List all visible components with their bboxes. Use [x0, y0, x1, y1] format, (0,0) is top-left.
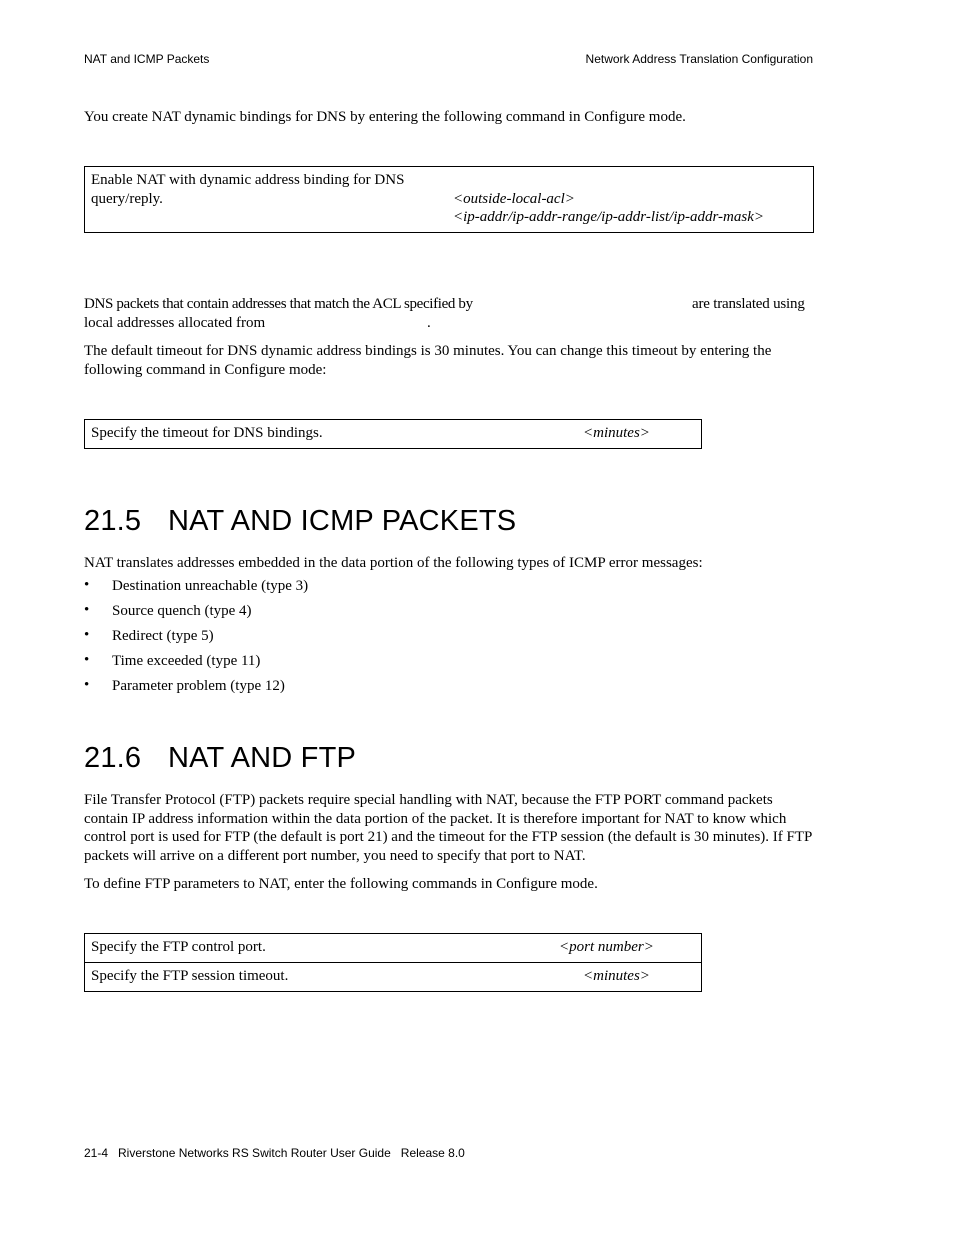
timeout-argument: <minutes>	[577, 420, 702, 449]
ftp-configure-paragraph: To define FTP parameters to NAT, enter the following commands in Configure mode.	[84, 876, 598, 892]
dns-paragraph-part2: are translated using	[692, 296, 805, 312]
ftp-timeout-argument: <minutes>	[553, 963, 702, 992]
dns-paragraph	[84, 295, 814, 332]
bullet-icon: •	[84, 602, 90, 618]
section-heading-icmp	[84, 505, 516, 538]
timeout-description: Specify the timeout for DNS bindings.	[85, 420, 578, 449]
bullet-icon: •	[84, 627, 90, 643]
dns-command-table	[84, 166, 814, 233]
ftp-paragraph: File Transfer Protocol (FTP) packets require special handling with NAT, because the FTP PORT command packets contain IP address information within the data portion of the packet. It is therefore important for NAT to know which control port is used for FTP (the default is port 21) and the timeout for the FTP session (the default is 30 minutes). If FTP packets will arrive on a different port number, you need to specify that port to NAT.	[84, 792, 812, 864]
dns-paragraph-part4: .	[427, 314, 431, 331]
section-title-icmp: NAT AND ICMP PACKETS	[168, 505, 517, 537]
timeout-paragraph: The default timeout for DNS dynamic address bindings is 30 minutes. You can change this timeout by entering the following command in Configure mode:	[84, 343, 772, 378]
intro-paragraph: You create NAT dynamic bindings for DNS by entering the following command in Configure mode.	[84, 109, 686, 125]
dns-command-description	[85, 167, 448, 233]
ftp-port-description: Specify the FTP control port.	[85, 934, 554, 963]
page-footer: 21-4 Riverstone Networks RS Switch Router User Guide Release 8.0	[84, 1146, 465, 1160]
icmp-message-list	[84, 577, 308, 702]
bullet-icon: •	[84, 677, 90, 693]
dns-paragraph-part3: local addresses allocated from	[84, 314, 266, 331]
list-item: • Time exceeded (type 11)	[84, 652, 261, 669]
dns-arg-line1: <outside-local-acl>	[453, 190, 575, 207]
dns-command-arguments	[447, 167, 814, 233]
list-item: • Redirect (type 5)	[84, 627, 214, 644]
section-heading-ftp	[84, 742, 356, 775]
ftp-timeout-description: Specify the FTP session timeout.	[85, 963, 554, 992]
bullet-icon: •	[84, 577, 90, 593]
running-header-left: NAT and ICMP Packets	[84, 52, 210, 66]
icmp-intro-paragraph: NAT translates addresses embedded in the data portion of the following types of ICMP error messages:	[84, 555, 703, 571]
dns-arg-line2: <ip-addr/ip-addr-range/ip-addr-list/ip-addr-mask>	[453, 209, 764, 225]
section-number-ftp: 21.6	[84, 742, 142, 774]
section-number-icmp: 21.5	[84, 505, 142, 537]
dns-desc-line1: Enable NAT with dynamic address binding for DNS	[91, 172, 405, 188]
running-header-right: Network Address Translation Configuration	[585, 52, 813, 66]
ftp-port-argument: <port number>	[553, 934, 702, 963]
list-item: • Source quench (type 4)	[84, 602, 252, 619]
section-title-ftp: NAT AND FTP	[168, 742, 357, 774]
list-item: • Parameter problem (type 12)	[84, 677, 285, 694]
dns-timeout-table	[84, 419, 702, 449]
ftp-command-table	[84, 933, 702, 992]
dns-desc-line2: query/reply.	[91, 190, 163, 207]
bullet-icon: •	[84, 652, 90, 668]
list-item: • Destination unreachable (type 3)	[84, 577, 309, 594]
dns-paragraph-part1: DNS packets that contain addresses that match the ACL specified by	[84, 296, 473, 312]
